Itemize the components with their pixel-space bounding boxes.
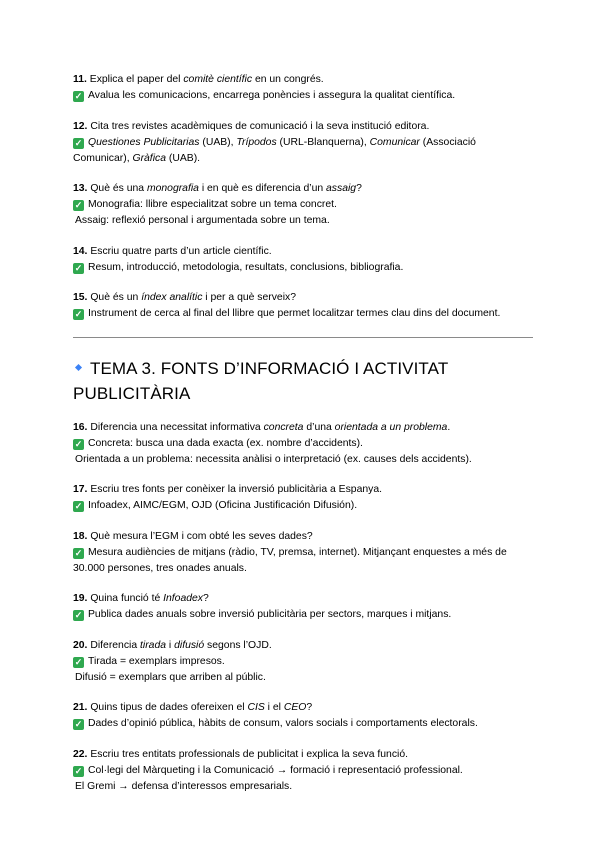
question-block-18 bbox=[73, 529, 533, 577]
answer-text: ✓ Resum, introducció, metodologia, resultats, conclusions, bibliografia. bbox=[74, 261, 404, 273]
answer-text: ✓ Monografia: llibre especialitzat sobre un tema concret. bbox=[74, 199, 337, 210]
answer-text: ✓ Mesura audiències de mitjans (ràdio, TV, premsa, internet). Mitjançant enquestes a més de 30.000 persones, tres onades anuals. bbox=[73, 546, 507, 574]
question-text: 13. Què és una monografia i en què es diferencia d’un assaig? bbox=[73, 183, 362, 194]
question-number: 11. bbox=[73, 74, 87, 85]
question-number: 13. bbox=[73, 183, 88, 194]
answer-text: ✓ Concreta: busca una dada exacta (ex. nombre d’accidents). bbox=[74, 437, 363, 449]
answer-text: ✓ Tirada = exemplars impresos. bbox=[74, 655, 225, 667]
question-text: 17. Escriu tres fonts per conèixer la inversió publicitària a Espanya. bbox=[73, 484, 382, 495]
answer-text-continued: El Gremi → defensa d’interessos empresarials. bbox=[75, 780, 293, 792]
check-mark-icon: ✓ bbox=[74, 262, 83, 273]
answer-text: ✓ Avalua les comunicacions, encarrega ponències i assegura la qualitat científica. bbox=[74, 90, 456, 101]
question-text: 16. Diferencia una necessitat informativa concreta d’una orientada a un problema. bbox=[73, 421, 451, 433]
check-mark-icon: ✓ bbox=[74, 765, 83, 776]
question-number: 17. bbox=[73, 484, 88, 495]
question-text: 18. Què mesura l’EGM i com obté les seves dades? bbox=[73, 530, 313, 542]
question-text: 11. Explica el paper del comitè científic en un congrés. bbox=[73, 74, 324, 85]
question-block-12 bbox=[73, 119, 533, 167]
check-mark-icon: ✓ bbox=[74, 91, 83, 101]
answer-text-continued: Orientada a un problema: necessita anàlisi o interpretació (ex. causes dels accidents). bbox=[75, 453, 472, 465]
question-number: 20. bbox=[73, 639, 88, 651]
answer-text-continued: Assaig: reflexió personal i argumentada sobre un tema. bbox=[75, 215, 330, 226]
check-mark-icon: ✓ bbox=[74, 309, 83, 319]
question-block-17 bbox=[73, 482, 533, 514]
answer-text: ✓ Dades d’opinió pública, hàbits de consum, valors socials i comportaments electorals. bbox=[74, 718, 478, 729]
check-mark-icon: ✓ bbox=[74, 719, 83, 729]
question-text: 22. Escriu tres entitats professionals de publicitat i explica la seva funció. bbox=[73, 748, 408, 760]
answer-text: ✓ Publica dades anuals sobre inversió publicitària per sectors, marques i mitjans. bbox=[74, 609, 452, 620]
question-block-16 bbox=[73, 420, 533, 468]
question-text: 15. Què és un índex analític i per a què serveix? bbox=[73, 292, 296, 303]
check-mark-icon: ✓ bbox=[74, 438, 83, 449]
answer-text-continued: Difusió = exemplars que arriben al públic. bbox=[75, 671, 266, 683]
question-block-21 bbox=[73, 700, 533, 732]
question-text: 12. Cita tres revistes acadèmiques de comunicació i la seva institució editora. bbox=[73, 120, 430, 132]
question-text: 21. Quins tipus de dades ofereixen el CIS i el CEO? bbox=[73, 702, 313, 713]
blue-diamond-icon bbox=[75, 364, 82, 371]
question-block-11 bbox=[73, 72, 533, 104]
question-number: 14. bbox=[73, 245, 88, 257]
answer-text: ✓ Questiones Publicitarias (UAB), Trípodos (URL-Blanquerna), Comunicar (Associació Comunicar), Gràfica (UAB). bbox=[73, 136, 476, 164]
question-number: 12. bbox=[73, 120, 88, 132]
check-mark-icon: ✓ bbox=[74, 656, 83, 667]
question-number: 16. bbox=[73, 421, 88, 433]
question-number: 21. bbox=[73, 702, 88, 713]
question-number: 22. bbox=[73, 748, 88, 760]
check-mark-icon: ✓ bbox=[74, 137, 83, 148]
question-block-14 bbox=[73, 244, 533, 276]
question-block-15 bbox=[73, 290, 533, 322]
check-mark-icon: ✓ bbox=[74, 547, 83, 558]
section-title: TEMA 3. FONTS D’INFORMACIÓ I ACTIVITAT PUBLICITÀRIA bbox=[73, 358, 448, 403]
check-mark-icon: ✓ bbox=[74, 501, 83, 511]
answer-text: ✓ Infoadex, AIMC/EGM, OJD (Oficina Justificación Difusión). bbox=[74, 500, 358, 511]
question-block-22 bbox=[73, 747, 533, 795]
horizontal-divider bbox=[73, 337, 533, 338]
question-text: 20. Diferencia tirada i difusió segons l’OJD. bbox=[73, 639, 272, 651]
question-block-13 bbox=[73, 181, 533, 229]
question-number: 18. bbox=[73, 530, 88, 542]
question-number: 19. bbox=[73, 593, 88, 604]
answer-text: ✓ Instrument de cerca al final del llibre que permet localitzar termes clau dins del document. bbox=[74, 308, 501, 319]
question-block-20 bbox=[73, 638, 533, 686]
question-text: 19. Quina funció té Infoadex? bbox=[73, 593, 209, 604]
question-text: 14. Escriu quatre parts d’un article científic. bbox=[73, 245, 272, 257]
check-mark-icon: ✓ bbox=[74, 200, 83, 210]
document-content bbox=[73, 72, 533, 809]
check-mark-icon: ✓ bbox=[74, 610, 83, 620]
question-block-19 bbox=[73, 591, 533, 623]
question-number: 15. bbox=[73, 292, 88, 303]
answer-text: ✓ Col·legi del Màrqueting i la Comunicació → formació i representació professional. bbox=[74, 764, 463, 776]
